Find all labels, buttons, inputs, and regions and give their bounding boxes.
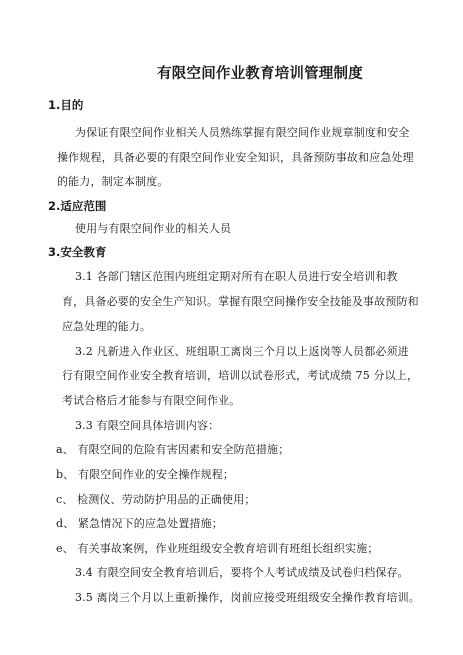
paragraph-line: 3.5 离岗三个月以上重新操作，岗前应接受班组级安全操作教育培训。 — [75, 591, 420, 604]
list-item: a、 有限空间的危险有害因素和安全防范措施； — [56, 443, 290, 456]
list-item: e、 有关事故案例，作业班组级安全教育培训有班组长组织实施； — [56, 542, 379, 555]
section-heading-safety-education: 3.安全教育 — [48, 245, 107, 259]
paragraph-line: 使用与有限空间作业的相关人员 — [75, 222, 232, 235]
paragraph-line: 3.1 各部门辖区范围内班组定期对所有在职人员进行安全培训和教 — [75, 270, 398, 283]
paragraph-line: 的能力，制定本制度。 — [57, 175, 169, 188]
paragraph-line: 操作规程，具备必要的有限空间作业安全知识，具备预防事故和应急处理 — [57, 151, 414, 164]
paragraph-line: 3.3 有限空间具体培训内容： — [75, 419, 220, 432]
paragraph-line: 应急处理的能力。 — [62, 320, 152, 333]
paragraph-line: 育，具备必要的安全生产知识。掌握有限空间操作安全技能及事故预防和 — [62, 295, 419, 308]
list-item: c、 检测仪、劳动防护用品的正确使用； — [56, 493, 256, 506]
section-heading-purpose: 1.目的 — [48, 98, 84, 112]
paragraph-line: 3.2 凡新进入作业区、班组职工离岗三个月以上返岗等人员都必须进 — [75, 345, 409, 358]
paragraph-line: 行有限空间作业安全教育培训，培训以试卷形式，考试成绩 75 分以上， — [62, 369, 419, 382]
paragraph-line: 3.4 有限空间安全教育培训后，要将个人考试成绩及试卷归档保存。 — [75, 566, 409, 579]
list-item: b、 有限空间作业的安全操作规程； — [56, 468, 235, 481]
paragraph-line: 考试合格后才能参与有限空间作业。 — [62, 394, 241, 407]
list-item: d、 紧急情况下的应急处置措施； — [56, 517, 223, 530]
section-heading-scope: 2.适应范围 — [48, 199, 107, 213]
paragraph-line: 为保证有限空间作业相关人员熟练掌握有限空间作业规章制度和安全 — [75, 126, 410, 139]
page-title: 有限空间作业教育培训管理制度 — [157, 66, 363, 82]
